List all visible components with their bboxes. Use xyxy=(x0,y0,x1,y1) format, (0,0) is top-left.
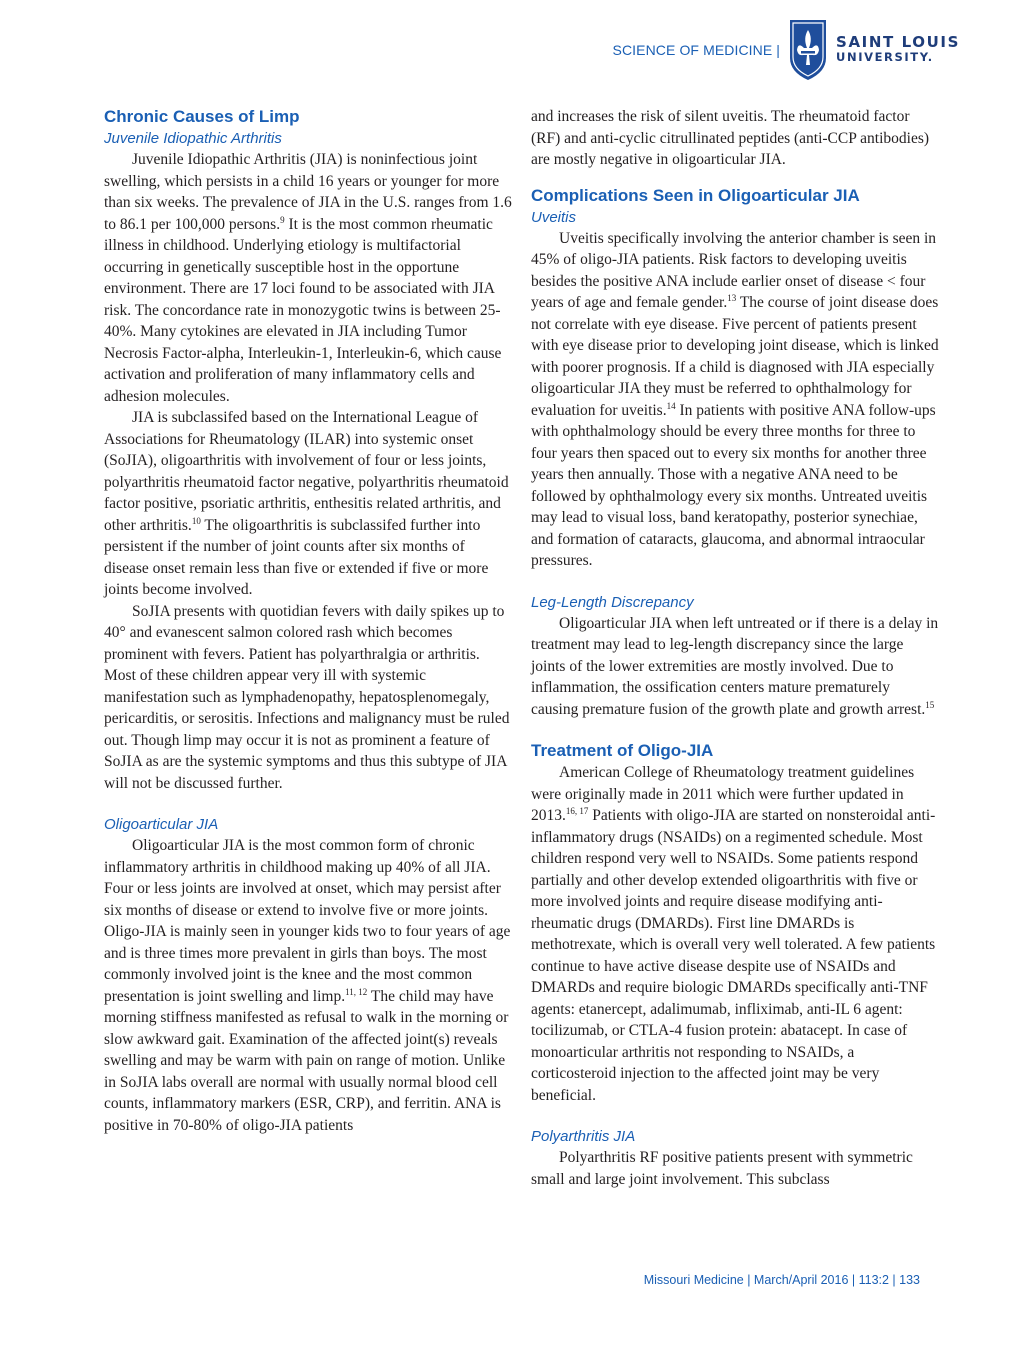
reference-marker: 13 xyxy=(727,293,737,303)
paragraph: Oligoarticular JIA is the most common form of chronic inflammatory arthritis in childhood making up 40% of all JIA. Four or less joints are involved at onset, which may persist after six months of disease or extend to involve five or more joints. Oligo-JIA is mainly seen in younger kids two to four years of age and is three times more prevalent in girls than boys. The most commonly involved joint is the knee and the most common presentation is joint swelling and limp.$^{11, 12}$ The child may have morning stiffness manifested as refusal to walk in the morning or slow awkward gait. Examination of the affected joint(s) reveals swelling and may be warm with pain on range of motion. Unlike in SoJIA labs overall are normal with usually normal blood cell counts, inflammatory markers (ESR, CRP), and ferritin. ANA is positive in 70-80% of oligo-JIA patients xyxy=(104,837,511,1134)
reference-marker: 10 xyxy=(191,515,201,526)
reference-marker: 14 xyxy=(666,400,676,411)
section-heading-chronic-causes: Chronic Causes of Limp xyxy=(104,107,300,126)
subheading-oligoarticular: Oligoarticular JIA xyxy=(104,816,219,833)
reference-marker: 9 xyxy=(280,214,285,225)
paragraph: American College of Rheumatology treatment guidelines were originally made in 2011 which were further updated in 2013.$^{16, 17}$ Patients with oligo-JIA are started on nonsteroidal anti-inflammatory drugs (NSAIDs) on a regimented schedule. Most children respond very well to NSAIDs. Some patients respond partially and other develop extended oligoarthritis with five or more involved joints and require disease modifying anti-rheumatic drugs (DMARDs). First line DMARDs is methotrexate, which is overall very well tolerated. A few patients continue to have active disease despite use of NSAIDs and DMARDs and require biologic DMARDs specifically anti-TNF agents: etanercept, adalimumab, infliximab, anti-IL 6 agent: tocilizumab, or CTLA-4 fusion protein: abatacept. In case of monoarticular arthritis not responding to NSAIDs, a corticosteroid injection to the affected joint may be very beneficial. xyxy=(531,764,936,1104)
paragraph: SoJIA presents with quotidian fevers with daily spikes up to 40° and evanescent salmon colored rash which becomes prominent with fevers. Patient has polyarthralgia or arthritis. Most of these children appear very ill with systemic manifestation such as lymphadenopathy, hepatosplenomegaly, pericarditis, or serositis. Infections and malignancy must be ruled out. Though limp may occur it is not as prominent a feature of SoJIA as are the systemic symptoms and thus this subtype of JIA will not be discussed further. xyxy=(104,602,510,792)
paragraph: Oligoarticular JIA when left untreated or if there is a delay in treatment may lead to leg-length discrepancy since the large joints of the lower extremities are mostly involved. Due to inflammation, the ossification centers mature prematurely causing premature fusion of the growth plate and growth arrest.$^{15}$ xyxy=(531,614,939,718)
left-column xyxy=(104,106,512,1136)
paragraph: JIA is subclassifed based on the International League of Associations for Rheumatology (ILAR) into systemic onset (SoJIA), oligoarthritis with involvement of four or less joints, polyarthritis rheumatoid factor negative, polyarthritis rheumatoid factor positive, psoriatic arthritis, enthesitis related arthritis, and other arthritis.$^{10}$ The oligoarthritis is subclassifed further into persistent if the number of joint counts after six months of disease onset remain less than five or extended if five or more joints become involved. xyxy=(104,409,509,598)
reference-marker: 11, 12 xyxy=(345,986,368,997)
paragraph: Uveitis specifically involving the anterior chamber is seen in 45% of oligo-JIA patients. Risk factors to developing uveitis besides the positive ANA include earlier onset of disease < four years of age and female gender.$^{13}$ The course of joint disease does not correlate with eye disease. Five percent of patients present with eye disease prior to developing joint disease, which is linked with poorer prognosis. If a child is diagnosed with JIA especially oligoarticular JIA they must be referred to ophthalmology for evaluation for uveitis.$^{14}$ In patients with positive ANA follow-ups with ophthalmology should be every three months for three to four years then spaced out to every six months for another three years then annually. Those with a negative ANA need to be followed by ophthalmology every six months. Untreated uveitis may lead to visual loss, band keratopathy, posterior synechiae, and formation of cataracts, glaucoma, and abnormal intraocular pressures. xyxy=(531,229,939,569)
logo-line2: UNIVERSITY. xyxy=(836,50,934,64)
page-header xyxy=(613,14,960,86)
subheading-jia: Juvenile Idiopathic Arthritis xyxy=(104,130,282,147)
university-logo xyxy=(836,35,960,65)
university-shield-icon xyxy=(788,18,828,82)
paragraph: Juvenile Idiopathic Arthritis (JIA) is noninfectious joint swelling, which persists in a child 16 years or younger for more than six weeks. The prevalence of JIA in the U.S. ranges from 1.6 to 86.1 per 100,000 persons.$^9$ It is the most common rheumatic illness in childhood. Underlying etiology is multifactorial occurring in genetically susceptible host in the opportune environment. There are 17 loci found to be associated with JIA risk. The concordance rate in monozygotic twins is between 25-40%. Many cytokines are elevated in JIA including Tumor Necrosis Factor-alpha, Interleukin-1, Interleukin-6, which cause activation and proliferation of many inflammatory cells and adhesion molecules. xyxy=(104,151,512,405)
logo-line1: SAINT LOUIS xyxy=(836,33,960,51)
page-footer: Missouri Medicine | March/April 2016 | 113:2 | 133 xyxy=(643,1273,920,1287)
section-label: SCIENCE OF MEDICINE | xyxy=(612,42,781,58)
section-heading-complications: Complications Seen in Oligoarticular JIA xyxy=(531,185,860,205)
paragraph-continuation: and increases the risk of silent uveitis. The rheumatoid factor (RF) and anti-cyclic citrullinated peptides (anti-CCP antibodies) are mostly negative in oligoarticular JIA. xyxy=(531,108,930,168)
reference-marker: 15 xyxy=(925,699,935,710)
subheading-uveitis: Uveitis xyxy=(531,208,577,226)
right-column xyxy=(531,106,939,1190)
subheading-polyarthritis: Polyarthritis JIA xyxy=(531,1128,636,1145)
reference-marker: 16, 17 xyxy=(565,806,589,816)
paragraph: Polyarthritis RF positive patients present with symmetric small and large joint involvement. This subclass xyxy=(531,1149,913,1188)
section-heading-treatment: Treatment of Oligo-JIA xyxy=(531,741,714,760)
subheading-leg-length: Leg-Length Discrepancy xyxy=(531,593,694,611)
